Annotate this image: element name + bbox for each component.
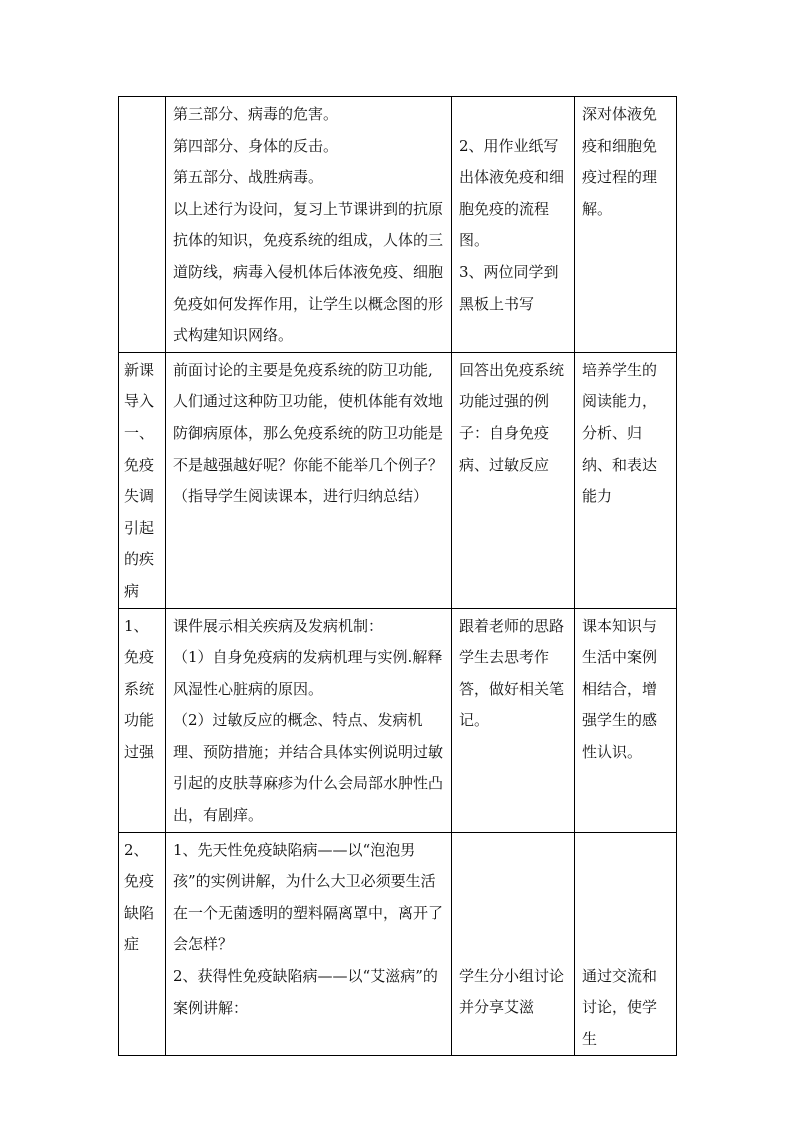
student-activity-cell [452,97,575,353]
table-row [119,608,677,832]
design-intent-cell [575,608,677,832]
teacher-text: 2、获得性免疫缺陷病——以“艾滋病”的案例讲解： [173,967,438,1017]
student-activity-cell [452,832,575,1056]
teacher-text: 以上述行为设问，复习上节课讲到的抗原抗体的知识，免疫系统的组成，人体的三道防线，病毒入侵机体后体液免疫、细胞免疫如何发挥作用，让学生以概念图的形式构建知识网络。 [173,199,444,345]
student-text: 跟着老师的思路学生去思考作答，做好相关笔记。 [459,616,565,730]
stage-text: 1、免疫系统功能过强 [124,616,155,761]
student-text [459,835,567,961]
teacher-text: 前面讨论的主要是免疫系统的防卫功能,人们通过这种防卫功能，使机体能有效地防御病原体，那么免疫系统的防卫功能是不是越强越好呢？你能不能举几个例子？（指导学生阅读课本，进行归纳总结） [173,360,444,506]
teacher-text: （2）过敏反应的概念、特点、发病机理、预防措施；并结合具体实例说明过敏引起的皮肤荨麻疹为什么会局部水肿性凸出，有剧痒。 [173,711,444,825]
teacher-text: 课件展示相关疾病及发病机制： [173,616,384,635]
stage-cell [119,97,166,353]
design-intent-cell [575,832,677,1056]
student-text: 回答出免疫系统功能过强的例子：自身免疫病、过敏反应 [459,360,565,474]
intent-text: 通过交流和讨论，使学生 [582,966,658,1048]
student-text: 学生分小组讨论并分享艾滋 [459,966,565,1017]
teacher-text: （1）自身免疫病的发病机理与实例.解释风湿性心脏病的原因。 [173,648,443,698]
stage-text: 2、免疫缺陷症 [124,840,155,954]
design-intent-cell [575,352,677,608]
stage-cell [119,352,166,608]
intent-text: 培养学生的阅读能力，分析、归纳、和表达能力 [582,360,658,506]
teacher-activity-cell [166,352,452,608]
design-intent-cell [575,97,677,353]
intent-text: 课本知识与生活中案例相结合，增强学生的感性认识。 [582,616,658,761]
teacher-activity-cell [166,832,452,1056]
teacher-activity-cell [166,97,452,353]
student-text: 3、两位同学到黑板上书写 [459,262,559,313]
teacher-activity-cell [166,608,452,832]
teacher-text: 第三部分、病毒的危害。 [173,105,339,123]
teacher-text: 第四部分、身体的反击。 [173,136,339,155]
table-row [119,832,677,1056]
stage-text: 新课导入一、免疫失调引起的疾病 [124,360,155,600]
table-row [119,352,677,608]
student-text: 2、用作业纸写出体液免疫和细胞免疫的流程图。 [459,136,565,250]
teacher-text: 第五部分、战胜病毒。 [173,168,324,187]
teacher-text: 1、先天性免疫缺陷病——以“泡泡男孩”的实例讲解，为什么大卫必须要生活在一个无菌透明的塑料隔离罩中，离开了会怎样？ [173,840,444,954]
stage-cell [119,608,166,832]
student-activity-cell [452,608,575,832]
intent-text: 深对体液免疫和细胞免疫过程的理解。 [582,105,658,218]
table-row [119,97,677,353]
intent-text [582,835,669,961]
lesson-plan-table [118,96,677,1056]
student-text [459,99,567,131]
stage-cell [119,832,166,1056]
student-activity-cell [452,352,575,608]
